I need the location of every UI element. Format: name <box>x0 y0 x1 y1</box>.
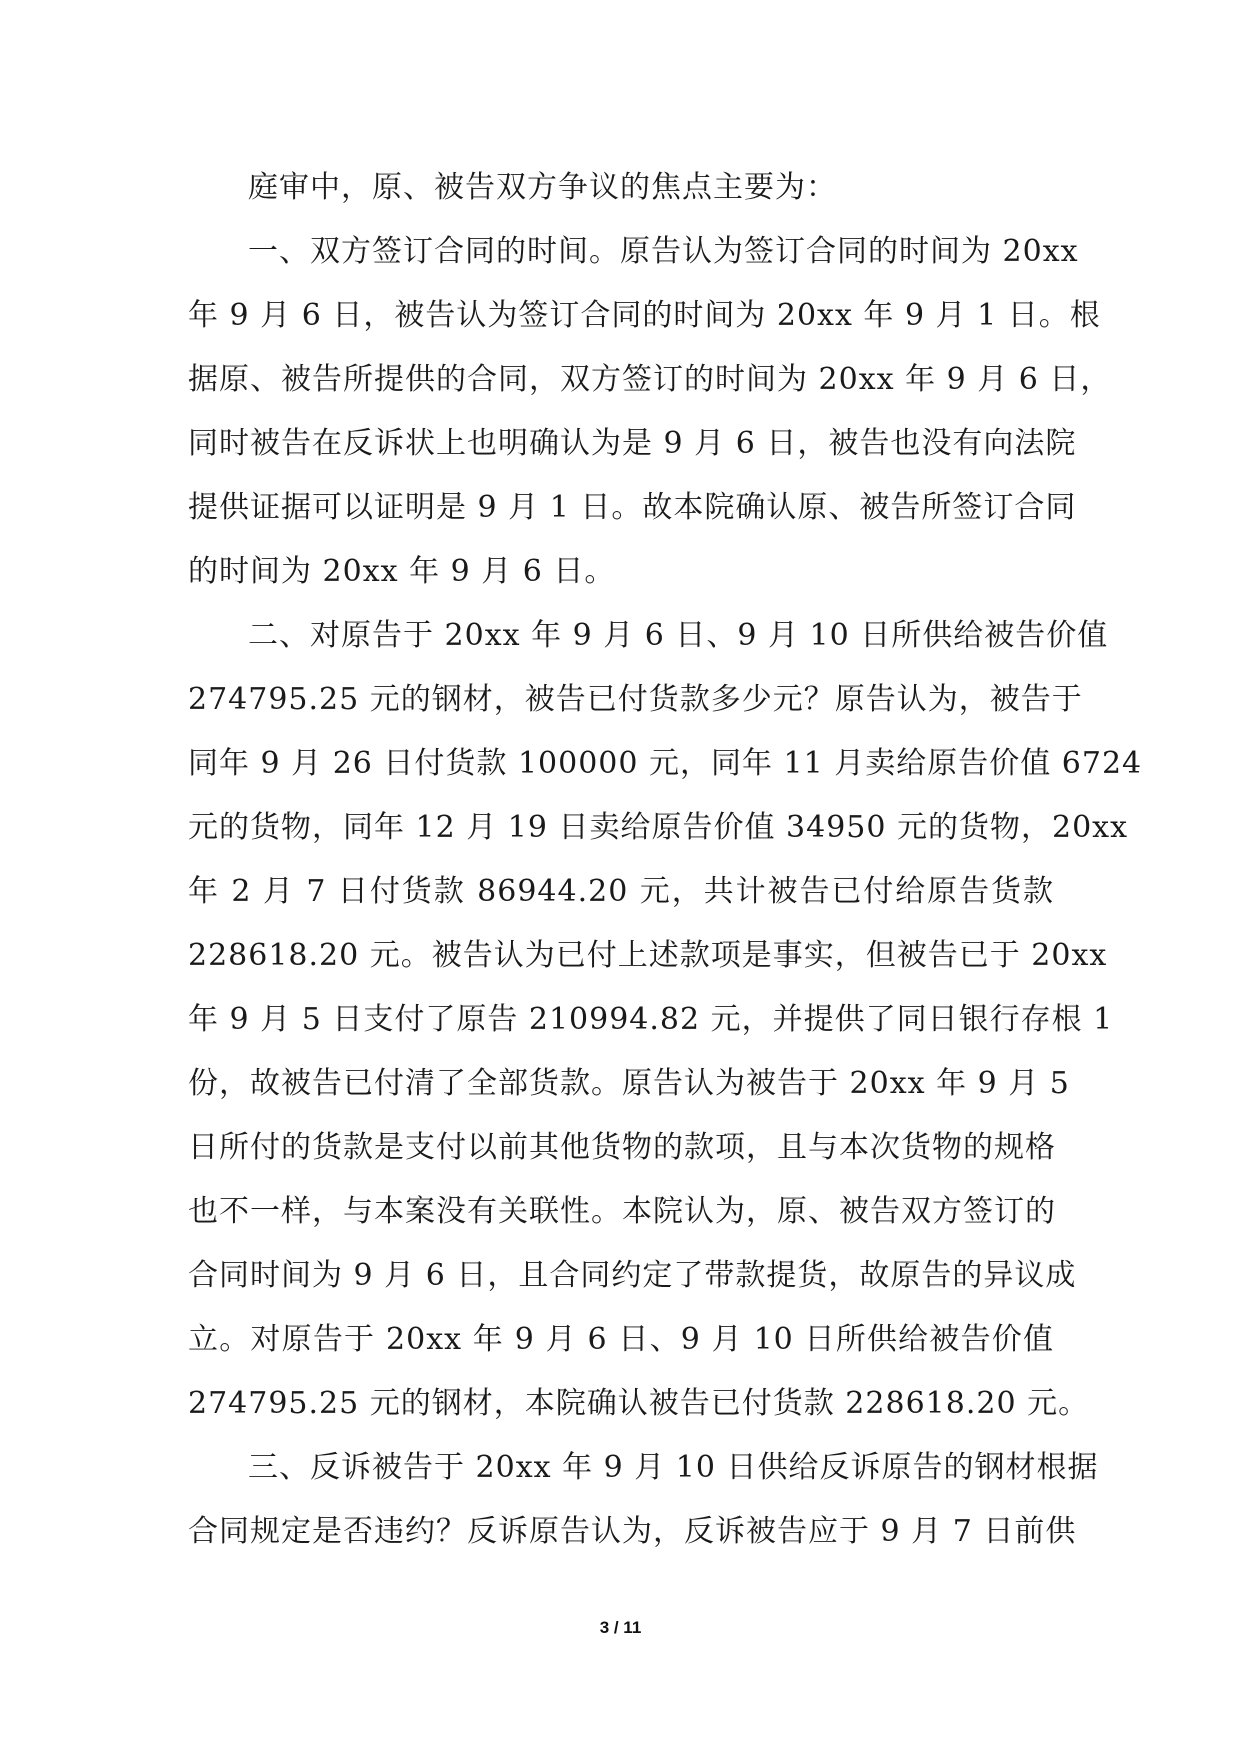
text-line: 年 9 月 6 日，被告认为签订合同的时间为 20xx 年 9 月 1 日。根 <box>188 298 1101 333</box>
text-line: 同时被告在反诉状上也明确认为是 9 月 6 日，被告也没有向法院 <box>188 426 1077 461</box>
text-line: 合同规定是否违约？反诉原告认为，反诉被告应于 9 月 7 日前供 <box>188 1514 1077 1549</box>
text-line: 的时间为 20xx 年 9 月 6 日。 <box>188 554 616 589</box>
text-line: 日所付的货款是支付以前其他货物的款项，且与本次货物的规格 <box>188 1130 1056 1165</box>
text-line: 合同时间为 9 月 6 日，且合同约定了带款提货，故原告的异议成 <box>188 1258 1077 1293</box>
text-line: 庭审中，原、被告双方争议的焦点主要为： <box>248 170 837 205</box>
text-line: 也不一样，与本案没有关联性。本院认为，原、被告双方签订的 <box>188 1194 1056 1229</box>
text-line: 年 9 月 5 日支付了原告 210994.82 元，并提供了同日银行存根 1 <box>188 1002 1114 1037</box>
text-line: 228618.20 元。被告认为已付上述款项是事实，但被告已于 20xx <box>188 938 1108 973</box>
text-line: 提供证据可以证明是 9 月 1 日。故本院确认原、被告所签订合同 <box>188 490 1077 525</box>
document-body <box>188 156 1143 1564</box>
text-line: 274795.25 元的钢材，被告已付货款多少元？原告认为，被告于 <box>188 682 1083 717</box>
text-line: 同年 9 月 26 日付货款 100000 元，同年 11 月卖给原告价值 6724 <box>188 746 1143 781</box>
page-number: 3 / 11 <box>599 1618 642 1637</box>
text-line: 274795.25 元的钢材，本院确认被告已付货款 228618.20 元。 <box>188 1386 1090 1421</box>
text-line: 二、对原告于 20xx 年 9 月 6 日、9 月 10 日所供给被告价值 <box>248 618 1109 653</box>
text-line: 立。对原告于 20xx 年 9 月 6 日、9 月 10 日所供给被告价值 <box>188 1322 1054 1357</box>
text-line: 一、双方签订合同的时间。原告认为签订合同的时间为 20xx <box>248 234 1079 269</box>
text-line: 据原、被告所提供的合同，双方签订的时间为 20xx 年 9 月 6 日， <box>188 362 1112 397</box>
text-line: 元的货物，同年 12 月 19 日卖给原告价值 34950 元的货物，20xx <box>188 810 1129 845</box>
text-line: 年 2 月 7 日付货款 86944.20 元，共计被告已付给原告货款 <box>188 874 1054 909</box>
text-line: 份，故被告已付清了全部货款。原告认为被告于 20xx 年 9 月 5 <box>188 1066 1070 1101</box>
text-line: 三、反诉被告于 20xx 年 9 月 10 日供给反诉原告的钢材根据 <box>248 1450 1099 1485</box>
